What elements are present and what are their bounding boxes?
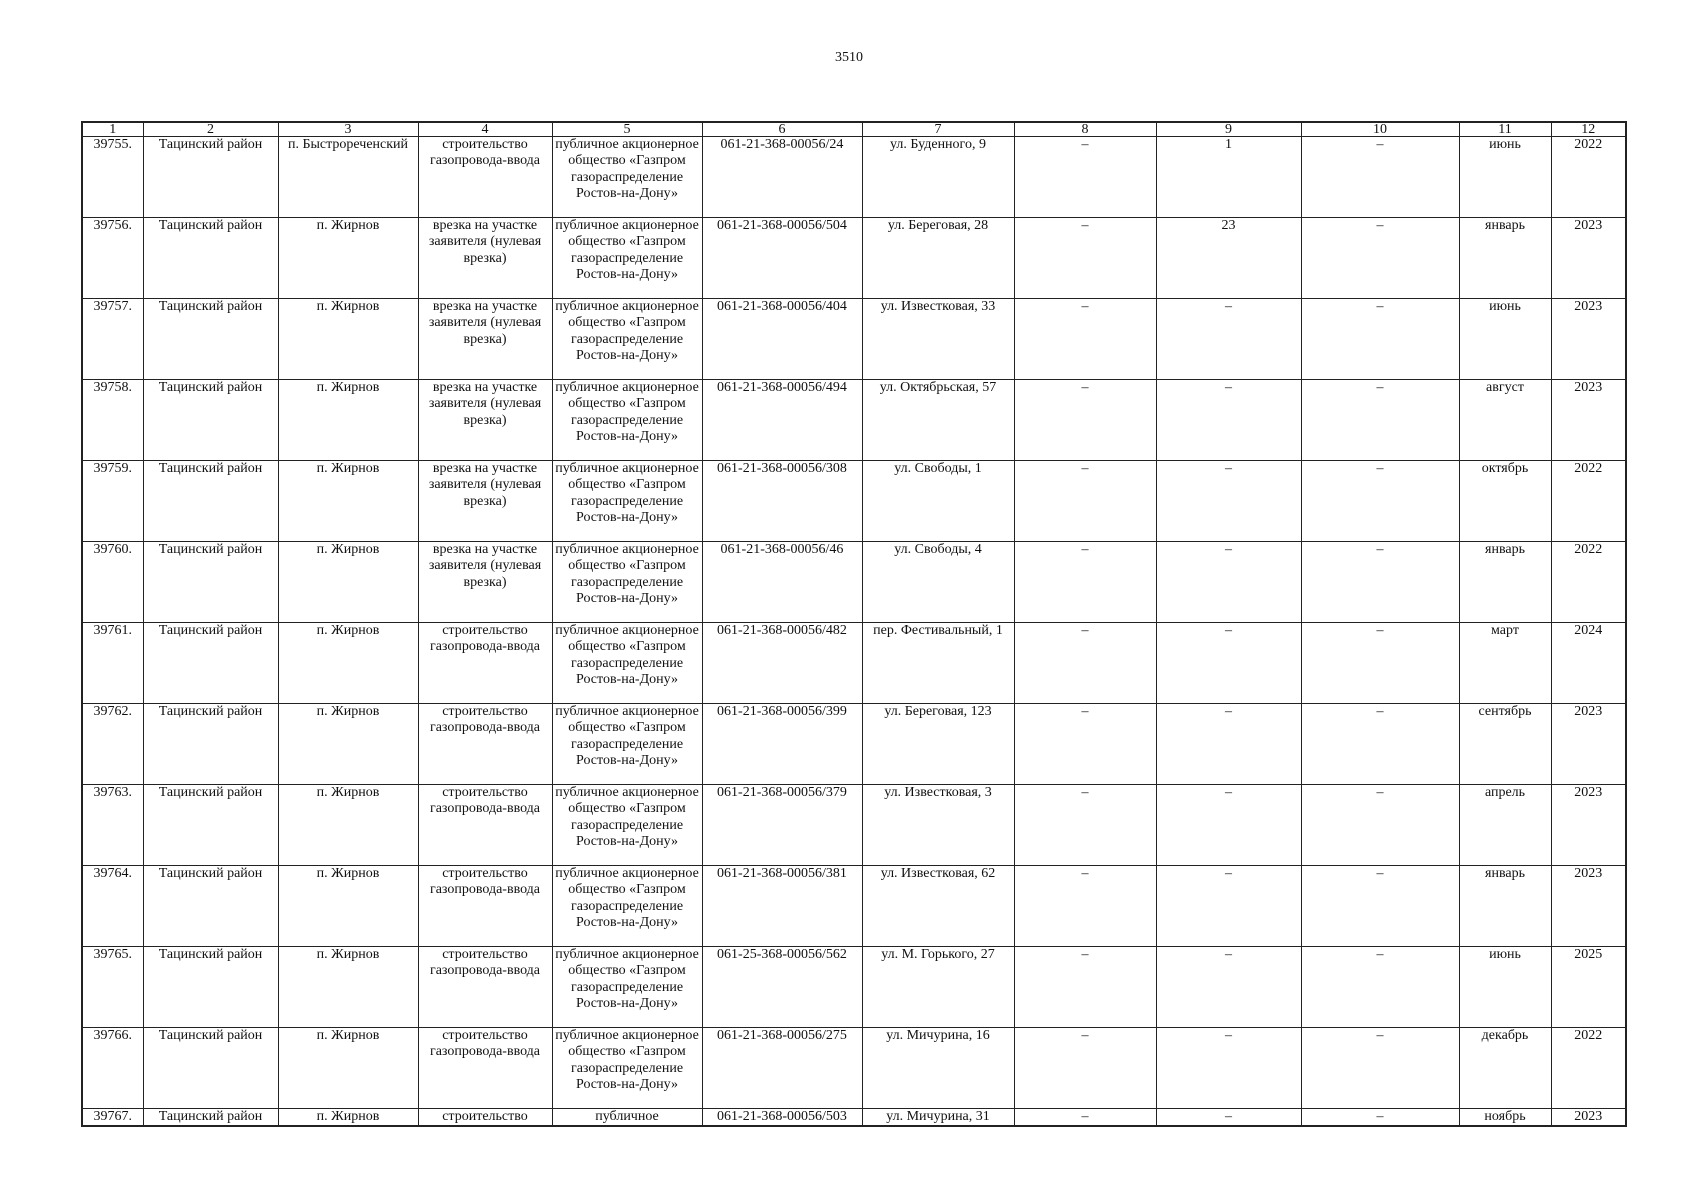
col8-cell: – — [1014, 1109, 1156, 1127]
organization-cell: публичное — [552, 1109, 702, 1127]
organization-cell: публичное акционерное общество «Газпром газораспределение Ростов-на-Дону» — [552, 866, 702, 947]
col10-cell: – — [1301, 704, 1459, 785]
month-cell: ноябрь — [1459, 1109, 1551, 1127]
col8-cell: – — [1014, 137, 1156, 218]
month-cell: июнь — [1459, 137, 1551, 218]
district-cell: Тацинский район — [143, 380, 278, 461]
organization-cell: публичное акционерное общество «Газпром газораспределение Ростов-на-Дону» — [552, 1028, 702, 1109]
col9-cell: – — [1156, 1109, 1301, 1127]
col8-cell: – — [1014, 380, 1156, 461]
col9-cell: – — [1156, 623, 1301, 704]
settlement-cell: п. Жирнов — [278, 623, 418, 704]
year-cell: 2022 — [1551, 137, 1626, 218]
row-number: 39765. — [82, 947, 143, 1028]
work-type-cell: строительство газопровода-ввода — [418, 137, 552, 218]
settlement-cell: п. Жирнов — [278, 1109, 418, 1127]
col9-cell: – — [1156, 704, 1301, 785]
district-cell: Тацинский район — [143, 866, 278, 947]
year-cell: 2022 — [1551, 1028, 1626, 1109]
col-header-1: 1 — [82, 122, 143, 137]
application-code-cell: 061-21-368-00056/24 — [702, 137, 862, 218]
work-type-cell: врезка на участке заявителя (нулевая врезка) — [418, 218, 552, 299]
col-header-10: 10 — [1301, 122, 1459, 137]
settlement-cell: п. Жирнов — [278, 947, 418, 1028]
district-cell: Тацинский район — [143, 785, 278, 866]
settlement-cell: п. Быстрореченский — [278, 137, 418, 218]
col-header-7: 7 — [862, 122, 1014, 137]
row-number: 39764. — [82, 866, 143, 947]
month-cell: январь — [1459, 542, 1551, 623]
table-row — [82, 1109, 1626, 1127]
address-cell: пер. Фестивальный, 1 — [862, 623, 1014, 704]
col10-cell: – — [1301, 866, 1459, 947]
table-row — [82, 623, 1626, 704]
table-row — [82, 137, 1626, 218]
organization-cell: публичное акционерное общество «Газпром газораспределение Ростов-на-Дону» — [552, 623, 702, 704]
year-cell: 2023 — [1551, 299, 1626, 380]
row-number: 39756. — [82, 218, 143, 299]
col8-cell: – — [1014, 623, 1156, 704]
work-type-cell: строительство газопровода-ввода — [418, 947, 552, 1028]
settlement-cell: п. Жирнов — [278, 380, 418, 461]
settlement-cell: п. Жирнов — [278, 785, 418, 866]
row-number: 39763. — [82, 785, 143, 866]
settlement-cell: п. Жирнов — [278, 542, 418, 623]
address-cell: ул. Береговая, 123 — [862, 704, 1014, 785]
district-cell: Тацинский район — [143, 461, 278, 542]
col9-cell: 23 — [1156, 218, 1301, 299]
address-cell: ул. Октябрьская, 57 — [862, 380, 1014, 461]
col10-cell: – — [1301, 542, 1459, 623]
col8-cell: – — [1014, 785, 1156, 866]
month-cell: декабрь — [1459, 1028, 1551, 1109]
col10-cell: – — [1301, 380, 1459, 461]
col8-cell: – — [1014, 542, 1156, 623]
district-cell: Тацинский район — [143, 542, 278, 623]
row-number: 39755. — [82, 137, 143, 218]
col9-cell: 1 — [1156, 137, 1301, 218]
settlement-cell: п. Жирнов — [278, 704, 418, 785]
gas-connection-registry-table — [81, 121, 1627, 1127]
work-type-cell: строительство газопровода-ввода — [418, 704, 552, 785]
district-cell: Тацинский район — [143, 1028, 278, 1109]
col-header-9: 9 — [1156, 122, 1301, 137]
organization-cell: публичное акционерное общество «Газпром газораспределение Ростов-на-Дону» — [552, 299, 702, 380]
col10-cell: – — [1301, 947, 1459, 1028]
col9-cell: – — [1156, 947, 1301, 1028]
year-cell: 2023 — [1551, 1109, 1626, 1127]
application-code-cell: 061-21-368-00056/46 — [702, 542, 862, 623]
address-cell: ул. Береговая, 28 — [862, 218, 1014, 299]
organization-cell: публичное акционерное общество «Газпром газораспределение Ростов-на-Дону» — [552, 947, 702, 1028]
organization-cell: публичное акционерное общество «Газпром газораспределение Ростов-на-Дону» — [552, 380, 702, 461]
year-cell: 2022 — [1551, 542, 1626, 623]
col8-cell: – — [1014, 704, 1156, 785]
district-cell: Тацинский район — [143, 947, 278, 1028]
col9-cell: – — [1156, 542, 1301, 623]
month-cell: июнь — [1459, 299, 1551, 380]
month-cell: октябрь — [1459, 461, 1551, 542]
table-row — [82, 1028, 1626, 1109]
application-code-cell: 061-21-368-00056/275 — [702, 1028, 862, 1109]
table-row — [82, 380, 1626, 461]
application-code-cell: 061-21-368-00056/399 — [702, 704, 862, 785]
row-number: 39766. — [82, 1028, 143, 1109]
col-header-11: 11 — [1459, 122, 1551, 137]
district-cell: Тацинский район — [143, 299, 278, 380]
year-cell: 2024 — [1551, 623, 1626, 704]
address-cell: ул. Свободы, 4 — [862, 542, 1014, 623]
col8-cell: – — [1014, 947, 1156, 1028]
table-row — [82, 866, 1626, 947]
col10-cell: – — [1301, 623, 1459, 704]
row-number: 39761. — [82, 623, 143, 704]
col9-cell: – — [1156, 785, 1301, 866]
address-cell: ул. Свободы, 1 — [862, 461, 1014, 542]
table-row — [82, 299, 1626, 380]
address-cell: ул. Известковая, 62 — [862, 866, 1014, 947]
year-cell: 2023 — [1551, 218, 1626, 299]
col-header-6: 6 — [702, 122, 862, 137]
table-row — [82, 542, 1626, 623]
organization-cell: публичное акционерное общество «Газпром газораспределение Ростов-на-Дону» — [552, 704, 702, 785]
settlement-cell: п. Жирнов — [278, 461, 418, 542]
organization-cell: публичное акционерное общество «Газпром газораспределение Ростов-на-Дону» — [552, 461, 702, 542]
address-cell: ул. М. Горького, 27 — [862, 947, 1014, 1028]
col9-cell: – — [1156, 866, 1301, 947]
col9-cell: – — [1156, 299, 1301, 380]
month-cell: январь — [1459, 218, 1551, 299]
work-type-cell: строительство — [418, 1109, 552, 1127]
district-cell: Тацинский район — [143, 137, 278, 218]
address-cell: ул. Известковая, 33 — [862, 299, 1014, 380]
month-cell: январь — [1459, 866, 1551, 947]
work-type-cell: строительство газопровода-ввода — [418, 866, 552, 947]
work-type-cell: строительство газопровода-ввода — [418, 785, 552, 866]
address-cell: ул. Мичурина, 31 — [862, 1109, 1014, 1127]
col10-cell: – — [1301, 1028, 1459, 1109]
district-cell: Тацинский район — [143, 623, 278, 704]
month-cell: июнь — [1459, 947, 1551, 1028]
work-type-cell: врезка на участке заявителя (нулевая врезка) — [418, 380, 552, 461]
district-cell: Тацинский район — [143, 218, 278, 299]
year-cell: 2023 — [1551, 704, 1626, 785]
col-header-8: 8 — [1014, 122, 1156, 137]
row-number: 39767. — [82, 1109, 143, 1127]
work-type-cell: врезка на участке заявителя (нулевая врезка) — [418, 542, 552, 623]
col10-cell: – — [1301, 299, 1459, 380]
year-cell: 2022 — [1551, 461, 1626, 542]
col8-cell: – — [1014, 1028, 1156, 1109]
application-code-cell: 061-21-368-00056/379 — [702, 785, 862, 866]
address-cell: ул. Известковая, 3 — [862, 785, 1014, 866]
row-number: 39759. — [82, 461, 143, 542]
year-cell: 2025 — [1551, 947, 1626, 1028]
application-code-cell: 061-21-368-00056/308 — [702, 461, 862, 542]
application-code-cell: 061-21-368-00056/503 — [702, 1109, 862, 1127]
col10-cell: – — [1301, 461, 1459, 542]
col10-cell: – — [1301, 137, 1459, 218]
district-cell: Тацинский район — [143, 704, 278, 785]
col10-cell: – — [1301, 218, 1459, 299]
settlement-cell: п. Жирнов — [278, 218, 418, 299]
table-row — [82, 218, 1626, 299]
table-row — [82, 461, 1626, 542]
col8-cell: – — [1014, 866, 1156, 947]
work-type-cell: врезка на участке заявителя (нулевая врезка) — [418, 299, 552, 380]
organization-cell: публичное акционерное общество «Газпром газораспределение Ростов-на-Дону» — [552, 218, 702, 299]
column-number-header-row — [82, 122, 1626, 137]
work-type-cell: строительство газопровода-ввода — [418, 1028, 552, 1109]
col10-cell: – — [1301, 1109, 1459, 1127]
application-code-cell: 061-21-368-00056/404 — [702, 299, 862, 380]
month-cell: март — [1459, 623, 1551, 704]
row-number: 39762. — [82, 704, 143, 785]
application-code-cell: 061-21-368-00056/482 — [702, 623, 862, 704]
settlement-cell: п. Жирнов — [278, 299, 418, 380]
work-type-cell: врезка на участке заявителя (нулевая врезка) — [418, 461, 552, 542]
year-cell: 2023 — [1551, 785, 1626, 866]
district-cell: Тацинский район — [143, 1109, 278, 1127]
col-header-3: 3 — [278, 122, 418, 137]
month-cell: сентябрь — [1459, 704, 1551, 785]
col9-cell: – — [1156, 1028, 1301, 1109]
col8-cell: – — [1014, 218, 1156, 299]
organization-cell: публичное акционерное общество «Газпром газораспределение Ростов-на-Дону» — [552, 785, 702, 866]
table-row — [82, 947, 1626, 1028]
organization-cell: публичное акционерное общество «Газпром газораспределение Ростов-на-Дону» — [552, 542, 702, 623]
col8-cell: – — [1014, 299, 1156, 380]
table-row — [82, 704, 1626, 785]
application-code-cell: 061-25-368-00056/562 — [702, 947, 862, 1028]
col8-cell: – — [1014, 461, 1156, 542]
year-cell: 2023 — [1551, 866, 1626, 947]
application-code-cell: 061-21-368-00056/494 — [702, 380, 862, 461]
row-number: 39757. — [82, 299, 143, 380]
col-header-12: 12 — [1551, 122, 1626, 137]
settlement-cell: п. Жирнов — [278, 1028, 418, 1109]
row-number: 39758. — [82, 380, 143, 461]
col-header-2: 2 — [143, 122, 278, 137]
address-cell: ул. Буденного, 9 — [862, 137, 1014, 218]
table-row — [82, 785, 1626, 866]
month-cell: август — [1459, 380, 1551, 461]
col-header-5: 5 — [552, 122, 702, 137]
address-cell: ул. Мичурина, 16 — [862, 1028, 1014, 1109]
application-code-cell: 061-21-368-00056/381 — [702, 866, 862, 947]
application-code-cell: 061-21-368-00056/504 — [702, 218, 862, 299]
col9-cell: – — [1156, 380, 1301, 461]
row-number: 39760. — [82, 542, 143, 623]
settlement-cell: п. Жирнов — [278, 866, 418, 947]
page-number: 3510 — [835, 50, 863, 65]
col9-cell: – — [1156, 461, 1301, 542]
col-header-4: 4 — [418, 122, 552, 137]
year-cell: 2023 — [1551, 380, 1626, 461]
col10-cell: – — [1301, 785, 1459, 866]
organization-cell: публичное акционерное общество «Газпром газораспределение Ростов-на-Дону» — [552, 137, 702, 218]
month-cell: апрель — [1459, 785, 1551, 866]
work-type-cell: строительство газопровода-ввода — [418, 623, 552, 704]
